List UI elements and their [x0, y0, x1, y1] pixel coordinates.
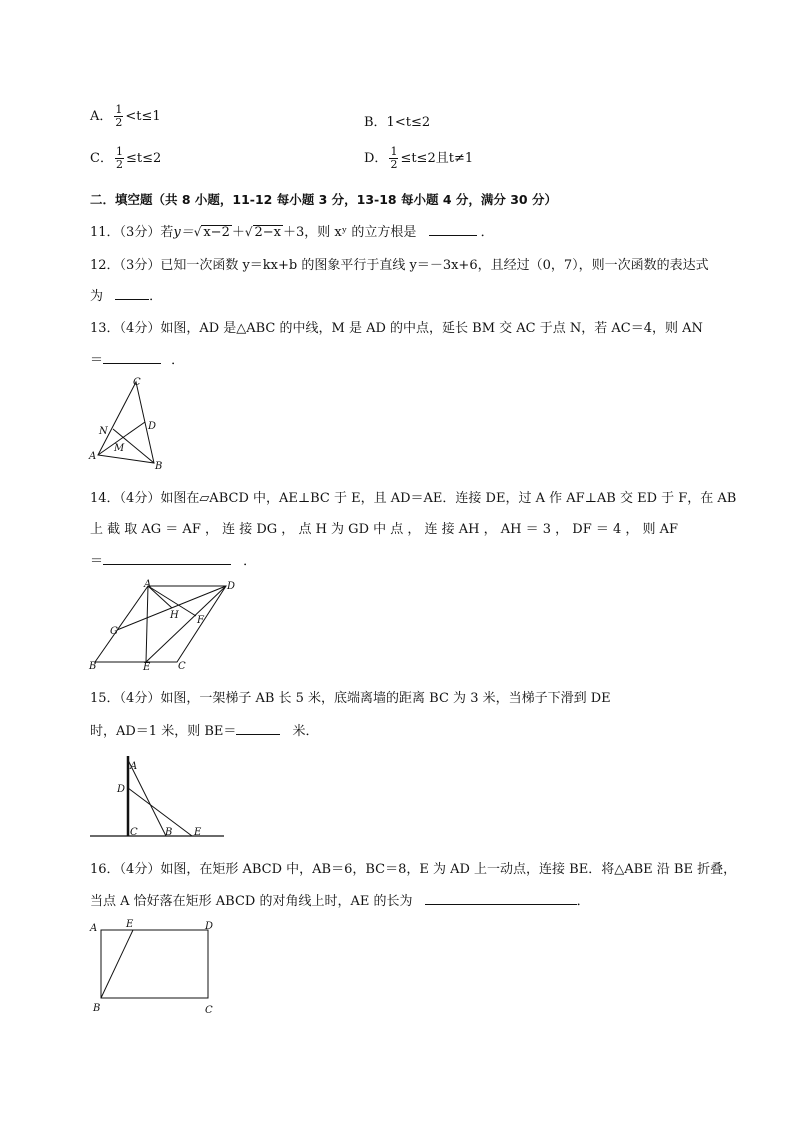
q15-end: 米．	[292, 724, 319, 739]
sqrt-term-2: 2−x	[254, 225, 282, 240]
figure-13-triangle	[88, 372, 178, 474]
q11-yeq: y＝	[173, 225, 194, 240]
q11-end: ．	[480, 225, 494, 240]
label-D: D	[148, 421, 157, 432]
question-15-line-1: 15．（4分）如图，一架梯子 AB 长 5 米，底端离墙的距离 BC 为 3 米，当梯子下滑到 DE	[90, 691, 611, 706]
question-12-line-1: 12．（3分）已知一次函数 y＝kx+b 的图象平行于直线 y＝－3x+6，且经过（0，7），则一次函数的表达式	[90, 258, 709, 273]
q15-prefix: 时，AD＝1 米，则 BE＝	[90, 724, 237, 739]
label-B: B	[155, 461, 163, 472]
q14-prefix: ＝	[90, 554, 104, 569]
label-G: G	[110, 626, 118, 637]
q13-prefix: ＝	[90, 353, 104, 368]
label-H: H	[170, 610, 179, 621]
q14-end: ．	[243, 554, 257, 569]
label-C: C	[205, 1005, 213, 1016]
q10-option-a	[90, 104, 161, 129]
label-D: D	[205, 921, 214, 932]
question-13-line-2	[90, 349, 184, 368]
answer-blank[interactable]	[115, 287, 149, 300]
fraction: $\frac{1}{2}$	[115, 103, 123, 129]
label-N: N	[99, 426, 108, 437]
option-letter: D．	[364, 151, 388, 166]
label-A: A	[130, 761, 138, 772]
question-12-line-2	[90, 285, 162, 304]
label-F: F	[197, 615, 204, 626]
sqrt-term-1: x−2	[203, 225, 230, 240]
figure-15-ladder	[88, 752, 228, 842]
figure-16-rectangle	[88, 914, 223, 1016]
label-D: D	[227, 581, 236, 592]
option-text: <t≤1	[125, 109, 161, 124]
answer-blank[interactable]	[103, 351, 161, 364]
label-M: M	[114, 443, 125, 454]
option-text: ≤t≤2且t≠1	[400, 151, 474, 166]
fraction: $\frac{1}{2}$	[390, 145, 398, 171]
answer-blank[interactable]	[425, 892, 577, 905]
q10-option-b	[364, 111, 430, 130]
option-letter: C．	[90, 151, 113, 166]
question-11: 11．（3分）若y＝√ x−2 ＋√ 2−x ＋3，则 xʸ 的立方根是 ．	[90, 225, 494, 240]
label-C: C	[130, 827, 138, 838]
section-heading: 二．填空题（共 8 小题，11-12 每小题 3 分，13-18 每小题 4 分，满分 30 分）	[90, 192, 557, 207]
label-E: E	[126, 919, 134, 930]
q11-suffix: ＋3，则 xʸ 的立方根是	[283, 225, 417, 240]
question-14-line-3	[90, 550, 256, 569]
q10-option-c	[90, 146, 161, 171]
label-E: E	[143, 662, 151, 670]
q11-prefix: 11．（3分）若	[90, 225, 174, 240]
answer-blank[interactable]	[103, 552, 231, 565]
label-A: A	[89, 451, 97, 462]
question-14-line-1: 14．（4分）如图在▱ABCD 中，AE⊥BC 于 E，且 AD＝AE．连接 DE，过 A 作 AF⊥AB 交 ED 于 F，在 AB	[90, 491, 737, 506]
answer-blank[interactable]	[429, 223, 477, 236]
q16-end: ．	[576, 894, 590, 909]
question-15-line-2	[90, 720, 319, 739]
label-B: B	[93, 1003, 101, 1014]
label-B: B	[89, 661, 97, 670]
option-text: B．1<t≤2	[364, 115, 431, 130]
q13-end: ．	[171, 353, 185, 368]
label-E: E	[194, 827, 202, 838]
question-16-line-2	[90, 890, 590, 909]
q10-option-d	[364, 146, 473, 171]
label-A: A	[90, 923, 98, 934]
label-B: B	[165, 827, 173, 838]
label-C: C	[178, 661, 186, 670]
label-A: A	[144, 579, 152, 590]
plus-sign: ＋	[231, 225, 245, 240]
figure-14-parallelogram	[88, 578, 238, 670]
fraction: $\frac{1}{2}$	[115, 145, 123, 171]
option-letter: A．	[90, 109, 113, 124]
label-D: D	[117, 784, 126, 795]
q12-end: ．	[149, 289, 163, 304]
question-13-line-1: 13．（4分）如图，AD 是△ABC 的中线，M 是 AD 的中点，延长 BM 交 AC 于点 N，若 AC＝4，则 AN	[90, 321, 703, 336]
answer-blank[interactable]	[236, 722, 280, 735]
option-text: ≤t≤2	[125, 151, 162, 166]
q12-prefix: 为	[90, 289, 104, 304]
label-C: C	[133, 377, 141, 388]
q16-text: 当点 A 恰好落在矩形 ABCD 的对角线上时，AE 的长为	[90, 894, 413, 909]
question-16-line-1: 16．（4分）如图，在矩形 ABCD 中，AB＝6，BC＝8，E 为 AD 上一动点，连接 BE．将△ABE 沿 BE 折叠，	[90, 862, 737, 877]
question-14-line-2: 上 截 取 AG ＝ AF ， 连 接 DG ， 点 H 为 GD 中 点 ， 连 接 AH ， AH ＝ 3 ， DF ＝ 4 ， 则 AF	[90, 522, 679, 537]
